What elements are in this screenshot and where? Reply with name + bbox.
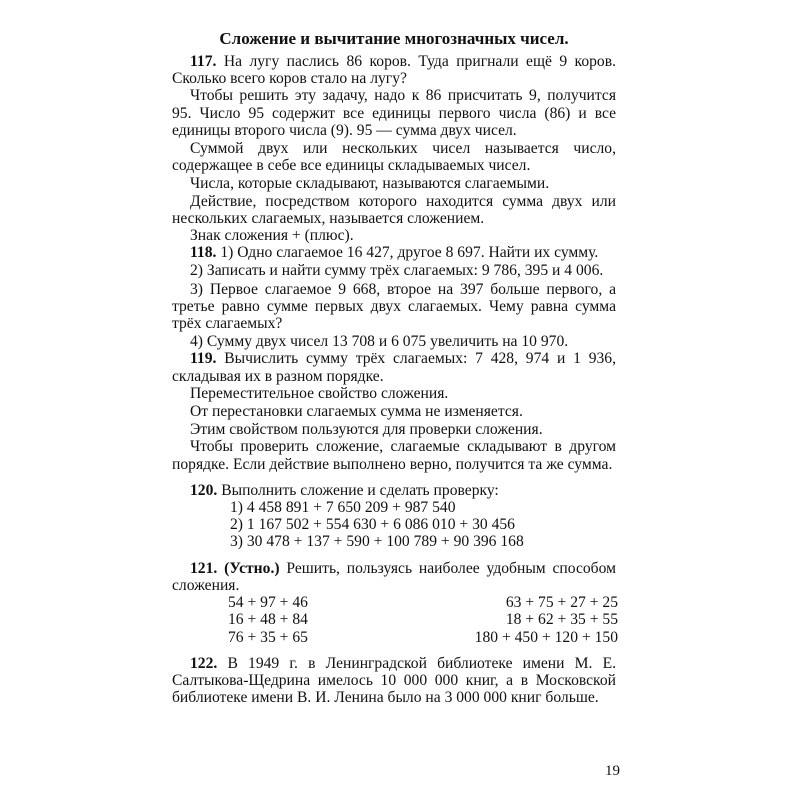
problem-text: Выполнить сложение и сделать проверку: — [217, 481, 499, 499]
definition-sum: Суммой двух или нескольких чисел называется число, содержащее в себе все единицы складываемых чисел. — [172, 140, 616, 175]
problem-118-4: 4) Сумму двух чисел 13 708 и 6 075 увеличить на 10 970. — [190, 333, 569, 351]
problem-number: 121. — [190, 559, 218, 577]
explanation-paragraph: Чтобы решить эту задачу, надо к 86 присчитать 9, получится 95. Число 95 содержит все единицы первого числа (86) и все единицы второго числа (9). 95 — сумма двух чисел. — [172, 87, 616, 139]
page-number: 19 — [605, 763, 620, 779]
problem-120 — [172, 482, 616, 499]
expression-grid — [172, 594, 616, 646]
problem-118-2: 2) Записать и найти сумму трёх слагаемых: 9 786, 395 и 4 006. — [190, 262, 604, 280]
expression-right: 180 + 450 + 120 + 150 — [474, 628, 618, 646]
problem-118-1 — [172, 244, 616, 261]
problem-122 — [172, 655, 616, 707]
expression-right: 63 + 75 + 27 + 25 — [505, 594, 618, 612]
problem-number: 120. — [190, 481, 218, 499]
problem-text: Решить, пользуясь наиболее удобным способом сложения. — [172, 559, 616, 594]
expression-left: 16 + 48 + 84 — [228, 611, 308, 629]
problem-119 — [172, 350, 616, 384]
problem-text: 1) Одно слагаемое 16 427, другое 8 697. Найти их сумму. — [216, 244, 599, 262]
exercise-item: 3) 30 478 + 137 + 590 + 100 789 + 90 396 168 — [230, 533, 524, 551]
problem-121 — [172, 560, 616, 594]
expression-left: 76 + 35 + 65 — [228, 628, 308, 646]
problem-text: В 1949 г. в Ленинградской библиотеке имени М. Е. Салтыкова-Щедрина имелось 10 000 000 книг, а в Московской библиотеке имени В. И. Ленина было на 3 000 000 книг больше. — [172, 654, 616, 707]
problem-117 — [172, 53, 616, 87]
problem-118-3: 3) Первое слагаемое 9 668, второе на 397 больше первого, а третье равно сумме первых двух слагаемых. Чему равна сумма трёх слагаемых? — [172, 280, 616, 333]
exercise-item: 1) 4 458 891 + 7 650 209 + 987 540 — [230, 499, 456, 517]
definition-addition: Действие, посредством которого находится сумма двух или нескольких слагаемых, называется сложением. — [172, 192, 616, 227]
definition-addends: Числа, которые складывают, называются слагаемыми. — [190, 175, 550, 193]
check-explanation: Чтобы проверить сложение, слагаемые складывают в другом порядке. Если действие выполнено верно, получится та же сумма. — [172, 438, 616, 473]
problem-number: 122. — [190, 654, 218, 672]
rule-usage: Этим свойством пользуются для проверки сложения. — [190, 421, 543, 439]
exercise-item: 2) 1 167 502 + 554 630 + 6 086 010 + 30 456 — [230, 516, 515, 534]
problem-number: 118. — [190, 244, 217, 262]
problem-text: На лугу паслись 86 коров. Туда пригнали ещё 9 коров. Сколько всего коров стало на лугу? — [172, 53, 616, 88]
rule-statement: От перестановки слагаемых сумма не изменяется. — [190, 403, 523, 421]
page-body — [172, 53, 616, 706]
problem-number: 119. — [190, 350, 217, 368]
rule-title: Переместительное свойство сложения. — [190, 384, 449, 402]
expression-right: 18 + 62 + 35 + 55 — [505, 611, 618, 629]
problem-text: Вычислить сумму трёх слагаемых: 7 428, 974 и 1 936, складывая их в разном порядке. — [172, 350, 616, 385]
plus-sign-note: Знак сложения + (плюс). — [190, 227, 354, 245]
oral-tag: (Устно.) — [217, 559, 280, 577]
problem-number: 117. — [190, 53, 217, 70]
section-title: Сложение и вычитание многозначных чисел. — [219, 29, 569, 48]
expression-left: 54 + 97 + 46 — [228, 594, 308, 612]
